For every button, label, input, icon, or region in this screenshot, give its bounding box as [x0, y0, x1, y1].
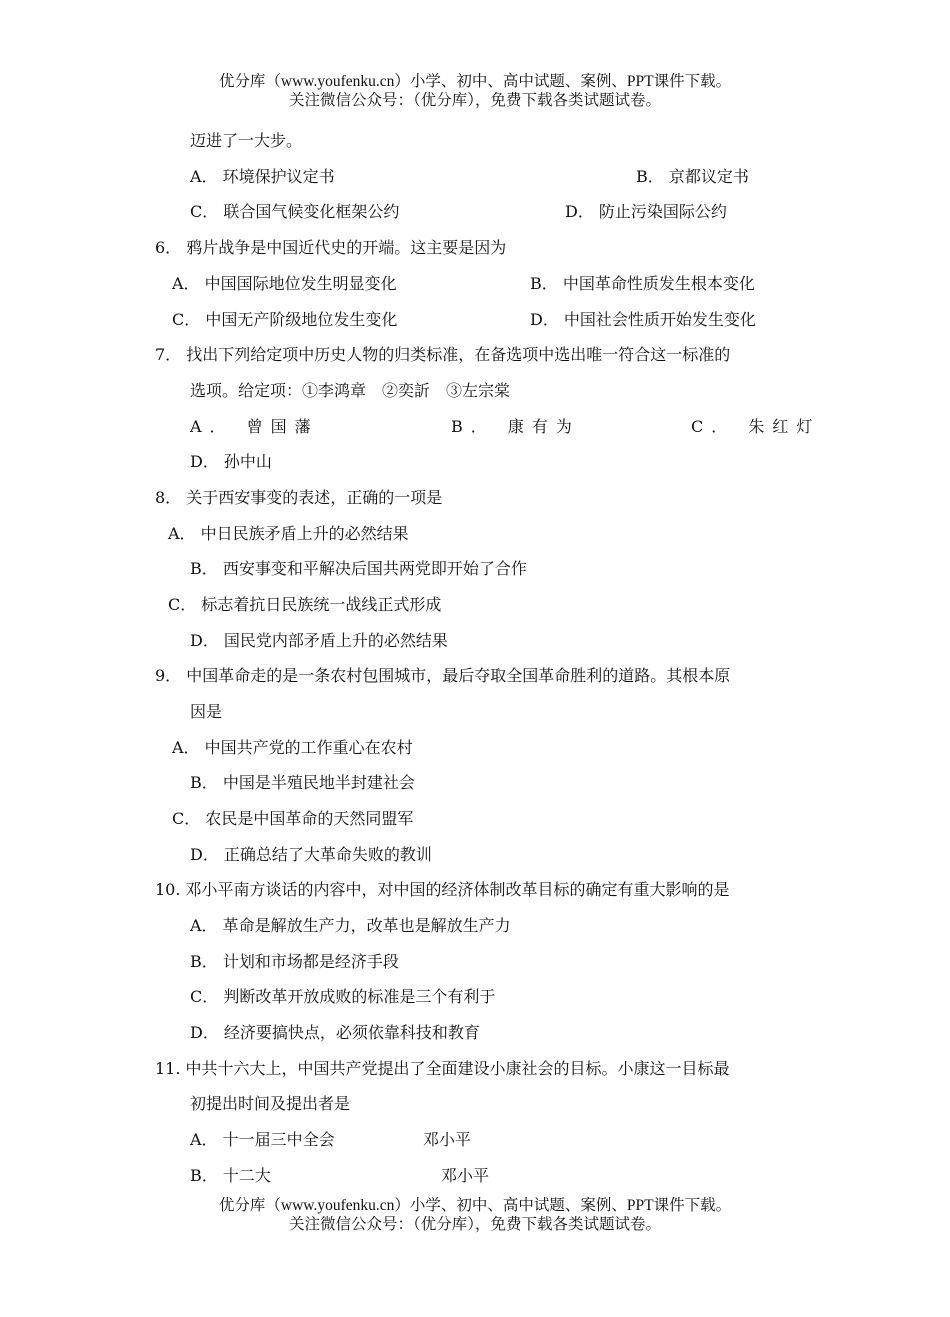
q8-stem: 8． 关于西安事变的表述，正确的一项是	[155, 488, 443, 507]
q11-stem-cont: 初提出时间及提出者是	[190, 1094, 351, 1113]
q9-option-b: B． 中国是半殖民地半封建社会	[190, 773, 415, 792]
q5-option-d: D． 防止污染国际公约	[565, 202, 727, 221]
q11-option-b: B． 十二大	[190, 1166, 271, 1185]
header-line-1: 优分库（www.youfenku.cn）小学、初中、高中试题、案例、PPT课件下载。	[218, 73, 732, 90]
q9-option-a: A． 中国共产党的工作重心在农村	[172, 738, 413, 757]
q8-option-a: A． 中日民族矛盾上升的必然结果	[168, 524, 409, 543]
q11-option-b-person: 邓小平	[441, 1166, 490, 1185]
q7-option-d: D． 孙中山	[190, 452, 272, 471]
q7-stem: 7． 找出下列给定项中历史人物的归类标准，在备选项中选出唯一符合这一标准的	[155, 345, 731, 364]
q5-option-a: A． 环境保护议定书	[190, 167, 335, 186]
q6-stem: 6． 鸦片战争是中国近代史的开端。这主要是因为	[155, 238, 507, 257]
q10-stem: 10. 邓小平南方谈话的内容中，对中国的经济体制改革目标的确定有重大影响的是	[155, 880, 730, 899]
q9-stem-cont: 因是	[190, 702, 223, 721]
q6-option-d: D． 中国社会性质开始发生变化	[530, 310, 756, 329]
q8-option-b: B． 西安事变和平解决后国共两党即开始了合作	[190, 559, 527, 578]
q11-option-a-person: 邓小平	[423, 1130, 472, 1149]
q6-option-b: B． 中国革命性质发生根本变化	[530, 274, 755, 293]
q5-option-b: B． 京都议定书	[636, 167, 749, 186]
q9-option-d: D． 正确总结了大革命失败的教训	[190, 845, 432, 864]
q7-option-c: C． 朱红灯	[691, 417, 821, 436]
q10-option-b: B． 计划和市场都是经济手段	[190, 952, 399, 971]
q10-option-c: C． 判断改革开放成败的标准是三个有利于	[190, 987, 496, 1006]
q10-option-a: A． 革命是解放生产力，改革也是解放生产力	[190, 916, 511, 935]
footer-line-2: 关注微信公众号：（优分库），免费下载各类试题试卷。	[288, 1216, 661, 1233]
q11-stem: 11. 中共十六大上，中国共产党提出了全面建设小康社会的目标。小康这一目标最	[155, 1059, 730, 1078]
q7-stem-cont: 选项。给定项：①李鸿章 ②奕訢 ③左宗棠	[190, 381, 511, 400]
q11-option-a: A． 十一届三中全会	[190, 1130, 335, 1149]
q5-option-c: C． 联合国气候变化框架公约	[190, 202, 400, 221]
q9-stem: 9． 中国革命走的是一条农村包围城市，最后夺取全国革命胜利的道路。其根本原	[155, 666, 731, 685]
q8-option-c: C． 标志着抗日民族统一战线正式形成	[168, 595, 442, 614]
q10-option-d: D． 经济要搞快点，必须依靠科技和教育	[190, 1023, 480, 1042]
q6-option-a: A． 中国国际地位发生明显变化	[172, 274, 397, 293]
q6-option-c: C． 中国无产阶级地位发生变化	[172, 310, 398, 329]
footer-line-1: 优分库（www.youfenku.cn）小学、初中、高中试题、案例、PPT课件下载。	[218, 1197, 732, 1214]
q8-option-d: D． 国民党内部矛盾上升的必然结果	[190, 631, 448, 650]
q7-option-b: B． 康有为	[451, 417, 580, 436]
continuation-line: 迈进了一大步。	[190, 131, 303, 150]
header-line-2: 关注微信公众号：（优分库），免费下载各类试题试卷。	[288, 92, 661, 109]
q9-option-c: C． 农民是中国革命的天然同盟军	[172, 809, 414, 828]
q7-option-a: A． 曾国藩	[190, 417, 319, 436]
